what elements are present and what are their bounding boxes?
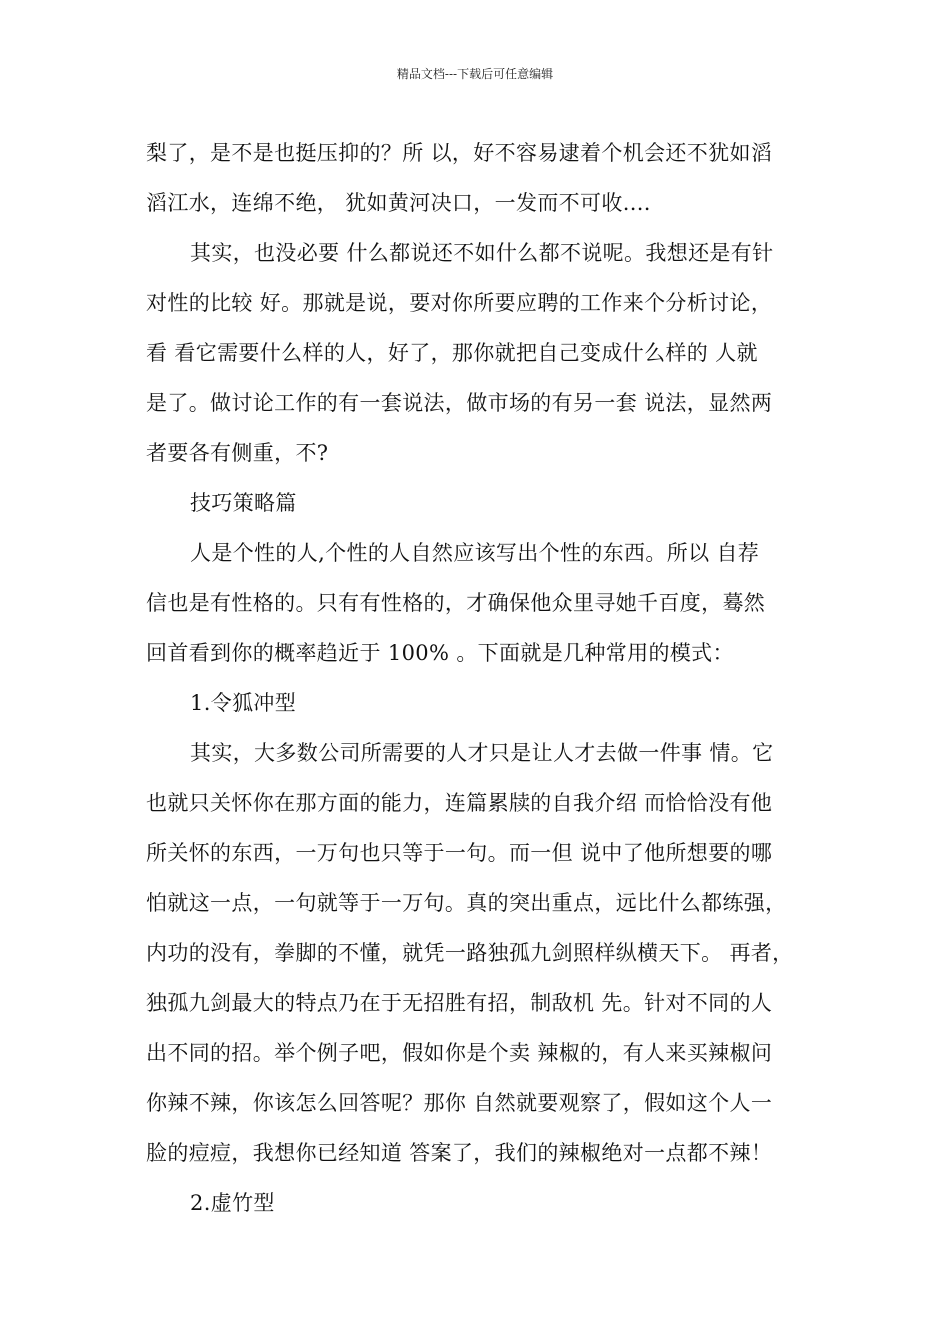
section-heading: 1.令狐冲型 — [190, 691, 297, 715]
text-line: 其实，也没必要 什么都说还不如什么都不说呢。我想还是有针 — [190, 241, 774, 265]
text-line: 梨了，是不是也挺压抑的？所 以，好不容易逮着个机会还不犹如滔 — [146, 141, 773, 165]
section-heading: 2.虚竹型 — [190, 1191, 275, 1215]
text-line: 所关怀的东西，一万句也只等于一句。而一但 说中了他所想要的哪 — [146, 841, 773, 865]
text-line: 怕就这一点，一句就等于一万句。真的突出重点，远比什么都练强， — [146, 891, 787, 915]
text-line: 回首看到你的概率趋近于 100% 。下面就是几种常用的模式： — [146, 641, 734, 665]
text-line: 你辣不辣，你该怎么回答呢？那你 自然就要观察了，假如这个人一 — [146, 1091, 773, 1115]
text-line: 出不同的招。举个例子吧，假如你是个卖 辣椒的，有人来买辣椒问 — [146, 1041, 773, 1065]
document-body — [146, 128, 826, 1228]
text-line: 信也是有性格的。只有有性格的，才确保他众里寻她千百度，蓦然 — [146, 591, 766, 615]
section-heading: 技巧策略篇 — [190, 491, 297, 515]
text-line: 独孤九剑最大的特点乃在于无招胜有招，制敌机 先。针对不同的人 — [146, 991, 773, 1015]
text-line: 也就只关怀你在那方面的能力，连篇累牍的自我介绍 而恰恰没有他 — [146, 791, 773, 815]
text-line: 看 看它需要什么样的人，好了，那你就把自己变成什么样的 人就 — [146, 341, 758, 365]
text-line: 滔江水，连绵不绝， 犹如黄河决口，一发而不可收.... — [146, 191, 651, 215]
text-line: 者要各有侧重，不? — [146, 441, 329, 465]
text-line: 是了。做讨论工作的有一套说法，做市场的有另一套 说法，显然两 — [146, 391, 773, 415]
page-header: 精品文档---下载后可任意编辑 — [396, 67, 554, 81]
text-line: 人是个性的人,个性的人自然应该写出个性的东西。所以 自荐 — [190, 541, 760, 565]
text-line: 内功的没有，拳脚的不懂，就凭一路独孤九剑照样纵横天下。 再者， — [146, 941, 794, 965]
text-line: 脸的痘痘，我想你已经知道 答案了，我们的辣椒绝对一点都不辣！ — [146, 1141, 773, 1165]
text-line: 其实，大多数公司所需要的人才只是让人才去做一件事 情。它 — [190, 741, 774, 765]
text-line: 对性的比较 好。那就是说，要对你所要应聘的工作来个分析讨论， — [146, 291, 773, 315]
